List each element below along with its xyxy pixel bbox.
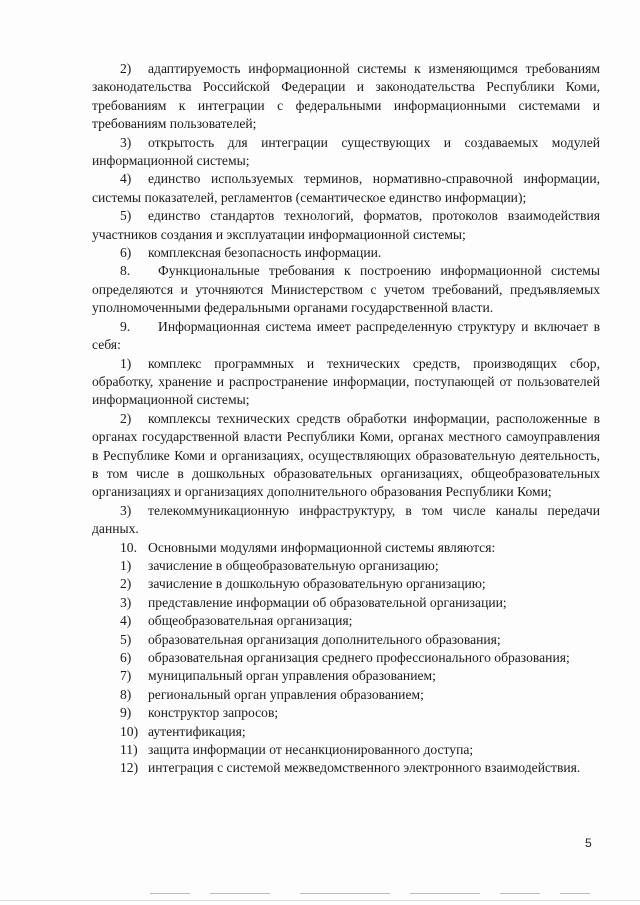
scan-artifact-line: [410, 893, 480, 894]
item-number: 2): [120, 61, 132, 76]
item-number: 7): [120, 668, 132, 684]
page-number: 5: [585, 836, 592, 850]
paragraph-text: единство стандартов технологий, форматов, протоколов взаимодействия участников создания и эксплуатации информационной системы;: [92, 208, 600, 242]
item-number: 8.: [120, 263, 131, 279]
scan-edge: [0, 900, 640, 901]
paragraph-text: адаптируемость информационной системы к изменяющимся требованиям законодательства Российской Федерации и законодательства Республики Коми, требованиям к интеграции с федеральными информационными системами и требованиям пользователей;: [92, 61, 600, 132]
item-number: 2): [120, 576, 132, 592]
list-item-text: защита информации от несанкционированного доступа;: [148, 742, 474, 758]
list-item: [92, 723, 600, 741]
list-item-text: образовательная организация среднего профессионального образования;: [148, 650, 570, 665]
item-number: 5): [120, 208, 132, 224]
paragraph-text: Функциональные требования к построению информационной системы определяются и уточняются Министерством с учетом требований, предъявляемых уполномоченными федеральными органами государственной власти.: [92, 263, 600, 316]
list-item: [92, 741, 600, 759]
item-number: 6): [120, 245, 132, 261]
list-item: [92, 667, 600, 685]
paragraph-text: комплексная безопасность информации.: [148, 245, 382, 261]
list-item-text: образовательная организация дополнительного образования;: [148, 631, 501, 647]
list-item: [92, 612, 600, 630]
paragraph: [92, 355, 600, 410]
scan-artifact-line: [300, 893, 390, 894]
list-item-text: интеграция с системой межведомственного электронного взаимодействия.: [148, 760, 581, 776]
paragraph: [92, 170, 600, 207]
list-item: [92, 575, 600, 593]
paragraph: [92, 318, 600, 355]
list-item: [92, 557, 600, 575]
scan-artifact-line: [210, 893, 270, 894]
item-number: 3): [120, 502, 132, 518]
paragraph: [92, 262, 600, 317]
paragraph: [92, 134, 600, 171]
list-item-text: конструктор запросов;: [148, 705, 279, 721]
scan-artifact-line: [500, 893, 540, 894]
list-item-text: зачисление в общеобразовательную организацию;: [148, 557, 439, 573]
item-number: 9.: [120, 318, 131, 334]
list-item: [92, 649, 600, 667]
list-item: [92, 686, 600, 704]
item-number: 9): [120, 705, 132, 721]
scan-artifact-line: [150, 893, 190, 894]
list-item-text: региональный орган управления образованием;: [148, 686, 424, 702]
list-item-text: муниципальный орган управления образованием;: [148, 668, 436, 684]
list-item-text: представление информации об образовательной организации;: [148, 594, 507, 610]
list-item-text: аутентификация;: [148, 723, 246, 739]
paragraph: [92, 60, 600, 134]
paragraph: [92, 502, 600, 539]
item-number: 3): [120, 134, 132, 150]
paragraph: [92, 207, 600, 244]
paragraph: [92, 410, 600, 502]
item-number: 1): [120, 355, 132, 371]
item-number: 10): [120, 723, 139, 739]
paragraph-text: Информационная система имеет распределенную структуру и включает в себя:: [92, 318, 600, 353]
item-number: 10.: [120, 539, 137, 555]
item-number: 5): [120, 631, 132, 647]
scan-artifact-line: [560, 893, 590, 894]
item-number: 4): [120, 171, 132, 187]
paragraph-text: открытость для интеграции существующих и создаваемых модулей информационной системы;: [92, 134, 600, 169]
item-number: 12): [120, 760, 139, 776]
list-item: [92, 759, 600, 777]
paragraph: [92, 539, 600, 557]
paragraph-text: комплексы технических средств обработки информации, расположенные в органах государственной власти Республики Коми, органах местного самоуправления в Республике Коми и организациях, осуществляющих образовательную деятельность, в том числе в дошкольных образовательных организациях, общеобразовательных организациях и организациях дополнительного образования Республики Коми;: [92, 410, 600, 500]
item-number: 3): [120, 594, 132, 610]
paragraph: [92, 244, 600, 262]
paragraph-text: единство используемых терминов, нормативно-справочной информации, системы показателей, регламентов (семантическое единство информации);: [92, 171, 600, 205]
item-number: 4): [120, 613, 132, 629]
item-number: 2): [120, 410, 132, 426]
list-item-text: общеобразовательная организация;: [148, 613, 353, 629]
list-item: [92, 704, 600, 722]
list-item: [92, 594, 600, 612]
item-number: 6): [120, 650, 132, 665]
item-number: 11): [120, 742, 138, 758]
document-body: [92, 60, 600, 778]
list-item-text: зачисление в дошкольную образовательную организацию;: [148, 576, 486, 592]
paragraph-text: Основными модулями информационной системы являются:: [148, 539, 496, 555]
paragraph-text: телекоммуникационную инфраструктуру, в том числе каналы передачи данных.: [92, 502, 600, 537]
item-number: 1): [120, 557, 132, 573]
list-item: [92, 631, 600, 649]
paragraph-text: комплекс программных и технических средств, производящих сбор, обработку, хранение и распространение информации, поступающей от пользователей информационной системы;: [92, 355, 600, 408]
item-number: 8): [120, 686, 132, 702]
